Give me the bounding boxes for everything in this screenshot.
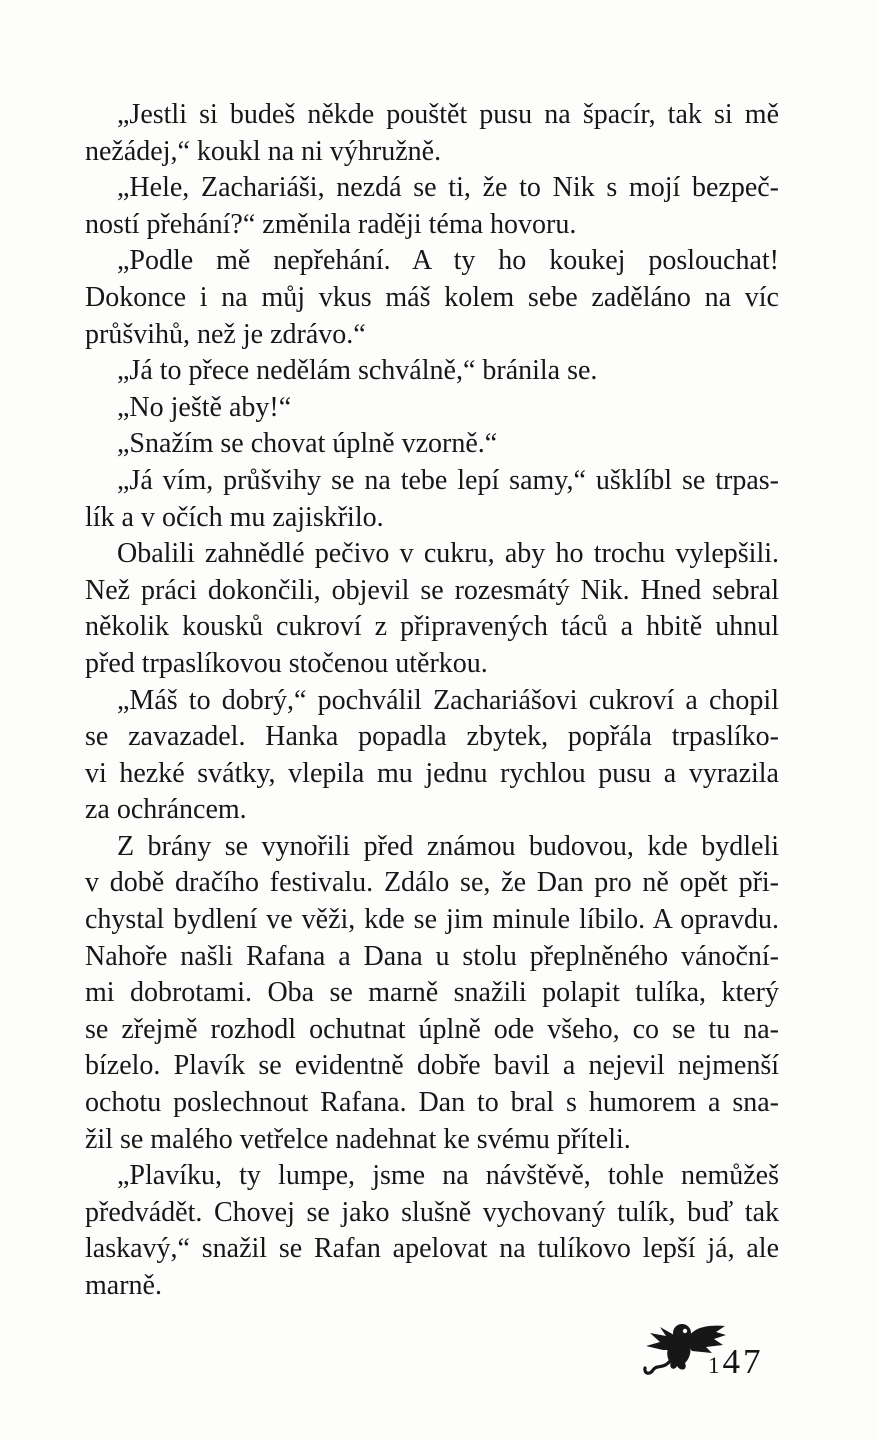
text-line: „Jestli si budeš někde pouštět pusu na špacír, tak si mě: [117, 99, 779, 130]
text-line: Dokonce i na můj vkus máš kolem sebe zaděláno na víc: [85, 281, 779, 313]
text-line: se zavazadel. Hanka popadla zbytek, popřála trpaslíko-: [85, 721, 779, 753]
text-line: průšvihů, než je zdrávo.“: [85, 318, 366, 350]
text-line: několik kousků cukroví z připravených táců a hbitě uhnul: [85, 611, 779, 643]
paragraph: [85, 536, 779, 682]
text-line: v době dračího festivalu. Zdálo se, že Dan pro ně opět při-: [85, 867, 779, 899]
text-line: „Podle mě nepřehání. A ty ho koukej poslouchat!: [117, 245, 779, 277]
text-line: ností přehání?“ změnila raději téma hovoru.: [85, 208, 577, 240]
paragraph: [85, 426, 779, 463]
text-line: laskavý,“ snažil se Rafan apelovat na tulíkovo lepší já, ale: [85, 1233, 779, 1265]
page-text-block: [85, 97, 779, 1305]
paragraph: [85, 829, 779, 1158]
text-line: „Plavíku, ty lumpe, jsme na návštěvě, tohle nemůžeš: [117, 1160, 779, 1192]
page-number: 147: [708, 1342, 764, 1381]
text-line: Z brány se vynořili před známou budovou, kde bydleli: [117, 830, 779, 862]
text-line: před trpaslíkovou stočenou utěrkou.: [85, 647, 488, 679]
paragraph: [85, 353, 779, 390]
text-line: marně.: [85, 1270, 162, 1301]
text-line: Obalili zahnědlé pečivo v cukru, aby ho trochu vylepšili.: [117, 538, 779, 570]
text-line: chystal bydlení ve věži, kde se jim minule líbilo. A opravdu.: [85, 904, 779, 936]
text-line: bízelo. Plavík se evidentně dobře bavil a nejevil nejmenší: [85, 1050, 779, 1082]
text-line: „No ještě aby!“: [117, 391, 292, 423]
text-line: lík a v očích mu zajiskřilo.: [85, 501, 384, 533]
text-line: „Já vím, průšvihy se na tebe lepí samy,“ ušklíbl se trpas-: [117, 464, 779, 496]
page-footer: [0, 1318, 877, 1390]
paragraph: [85, 243, 779, 353]
text-line: za ochráncem.: [85, 794, 247, 826]
paragraph: [85, 170, 779, 243]
text-line: Než práci dokončili, objevil se rozesmátý Nik. Hned sebral: [85, 574, 779, 606]
text-line: Nahoře našli Rafana a Dana u stolu přeplněného vánoční-: [85, 940, 779, 972]
paragraph: [85, 463, 779, 536]
text-line: předvádět. Chovej se jako slušně vychovaný tulík, buď tak: [85, 1196, 779, 1228]
text-line: „Máš to dobrý,“ pochválil Zachariášovi cukroví a chopil: [117, 684, 779, 716]
text-line: vi hezké svátky, vlepila mu jednu rychlou pusu a vyrazila: [85, 757, 779, 789]
text-line: ochotu poslechnout Rafana. Dan to bral s humorem a sna-: [85, 1087, 779, 1119]
text-line: „Hele, Zachariáši, nezdá se ti, že to Nik s mojí bezpeč-: [117, 172, 779, 204]
paragraph: [85, 97, 779, 170]
paragraph: [85, 1158, 779, 1304]
paragraph: [85, 390, 779, 427]
text-line: mi dobrotami. Oba se marně snažili polapit tulíka, který: [85, 977, 779, 1009]
text-line: žil se malého vetřelce nadehnat ke svému příteli.: [85, 1123, 631, 1155]
text-line: nežádej,“ koukl na ni výhružně.: [85, 135, 442, 167]
text-line: se zřejmě rozhodl ochutnat úplně ode všeho, co se tu na-: [85, 1013, 779, 1045]
text-line: „Snažím se chovat úplně vzorně.“: [117, 428, 498, 460]
text-line: „Já to přece nedělám schválně,“ bránila se.: [117, 355, 598, 387]
paragraph: [85, 683, 779, 829]
